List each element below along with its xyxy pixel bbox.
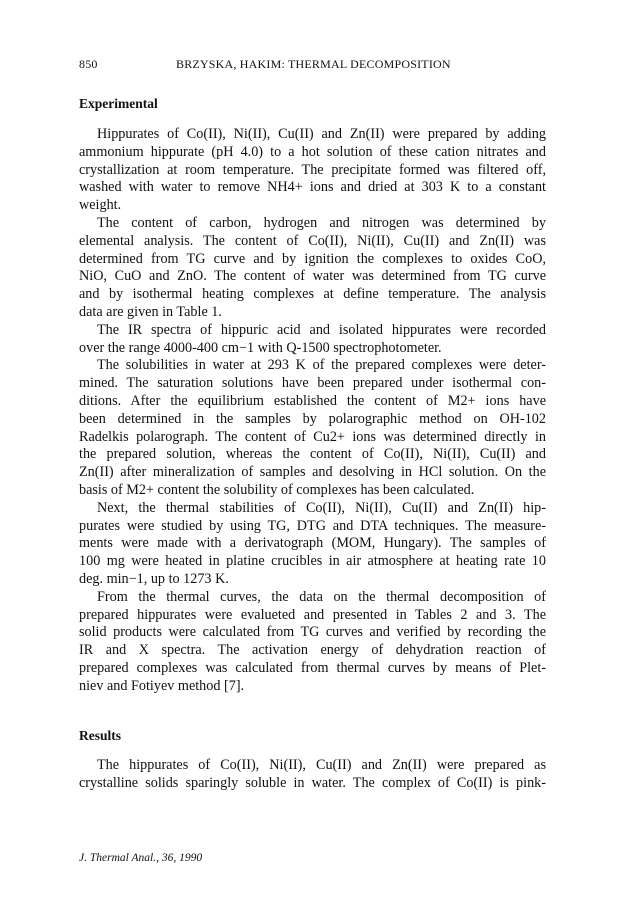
text-line: prepared hippurates were evalueted and presented in Tables 2 and 3. The bbox=[79, 606, 546, 623]
section-heading-experimental: Experimental bbox=[79, 96, 158, 111]
text-line: weight. bbox=[79, 197, 122, 214]
text-line: basis of M2+ content the solubility of complexes has been calculated. bbox=[79, 481, 475, 498]
text-line: deg. min−1, up to 1273 K. bbox=[79, 570, 229, 587]
text-line: The content of carbon, hydrogen and nitrogen was determined by bbox=[97, 214, 546, 231]
text-line: over the range 4000-400 cm−1 with Q-1500 spectrophotometer. bbox=[79, 339, 442, 356]
text-line: solid products were calculated from TG curves and verified by recording the bbox=[79, 624, 546, 641]
text-line: ditions. After the equilibrium established the content of M2+ ions have bbox=[79, 392, 546, 409]
text-line: The hippurates of Co(II), Ni(II), Cu(II) and Zn(II) were prepared as bbox=[97, 757, 546, 773]
text-line: The IR spectra of hippuric acid and isolated hippurates were recorded bbox=[97, 321, 546, 338]
text-line: ammonium hippurate (pH 4.0) to a hot solution of these cation nitrates and bbox=[79, 143, 546, 160]
journal-footer: J. Thermal Anal., 36, 1990 bbox=[79, 852, 203, 864]
running-title: BRZYSKA, HAKIM: THERMAL DECOMPOSITION bbox=[176, 57, 451, 71]
text-line: data are given in Table 1. bbox=[79, 303, 222, 320]
text-line: elemental analysis. The content of Co(II), Ni(II), Cu(II) and Zn(II) was bbox=[79, 232, 546, 249]
text-line: IR and X spectra. The activation energy of dehydration reaction of bbox=[79, 642, 546, 659]
experimental-body bbox=[79, 126, 546, 696]
text-line: niev and Fotiyev method [7]. bbox=[79, 677, 245, 694]
text-line: crystallization at room temperature. The precipitate formed was filtered off, bbox=[79, 161, 546, 178]
text-line: washed with water to remove NH4+ ions and dried at 303 K to a constant bbox=[79, 179, 546, 196]
text-line: prepared complexes was calculated from thermal curves by means of Plet- bbox=[79, 659, 546, 676]
results-body bbox=[79, 757, 546, 793]
text-line: Radelkis polarograph. The content of Cu2+ ions was determined directly in bbox=[79, 428, 546, 445]
text-line: determined from TG curve and by ignition the complexes to oxides CoO, bbox=[79, 250, 546, 267]
text-line: NiO, CuO and ZnO. The content of water was determined from TG curve bbox=[79, 268, 546, 285]
text-line: ments were made with a derivatograph (MOM, Hungary). The samples of bbox=[79, 535, 546, 552]
section-heading-results: Results bbox=[79, 728, 122, 743]
text-line: The solubilities in water at 293 K of the prepared complexes were deter- bbox=[97, 357, 546, 374]
text-line: the prepared solution, whereas the content of Co(II), Ni(II), Cu(II) and bbox=[79, 446, 546, 463]
text-line: Next, the thermal stabilities of Co(II), Ni(II), Cu(II) and Zn(II) hip- bbox=[97, 499, 546, 516]
text-line: Hippurates of Co(II), Ni(II), Cu(II) and Zn(II) were prepared by adding bbox=[97, 126, 546, 142]
text-line: purates were studied by using TG, DTG and DTA techniques. The measure- bbox=[79, 517, 546, 534]
text-line: mined. The saturation solutions have been prepared under isothermal con- bbox=[79, 375, 546, 392]
text-line: From the thermal curves, the data on the thermal decomposition of bbox=[97, 588, 546, 605]
text-line: 100 mg were heated in platine crucibles in air atmosphere at heating rate 10 bbox=[79, 553, 546, 570]
text-line: been determined in the samples by polarographic method on OH-102 bbox=[79, 410, 546, 427]
text-line: crystalline solids sparingly soluble in water. The complex of Co(II) is pink- bbox=[79, 774, 546, 791]
page-number: 850 bbox=[79, 57, 98, 71]
text-line: and by isothermal heating complexes at define temperature. The analysis bbox=[79, 286, 546, 303]
text-line: Zn(II) after mineralization of samples and desolving in HCl solution. On the bbox=[79, 464, 546, 481]
